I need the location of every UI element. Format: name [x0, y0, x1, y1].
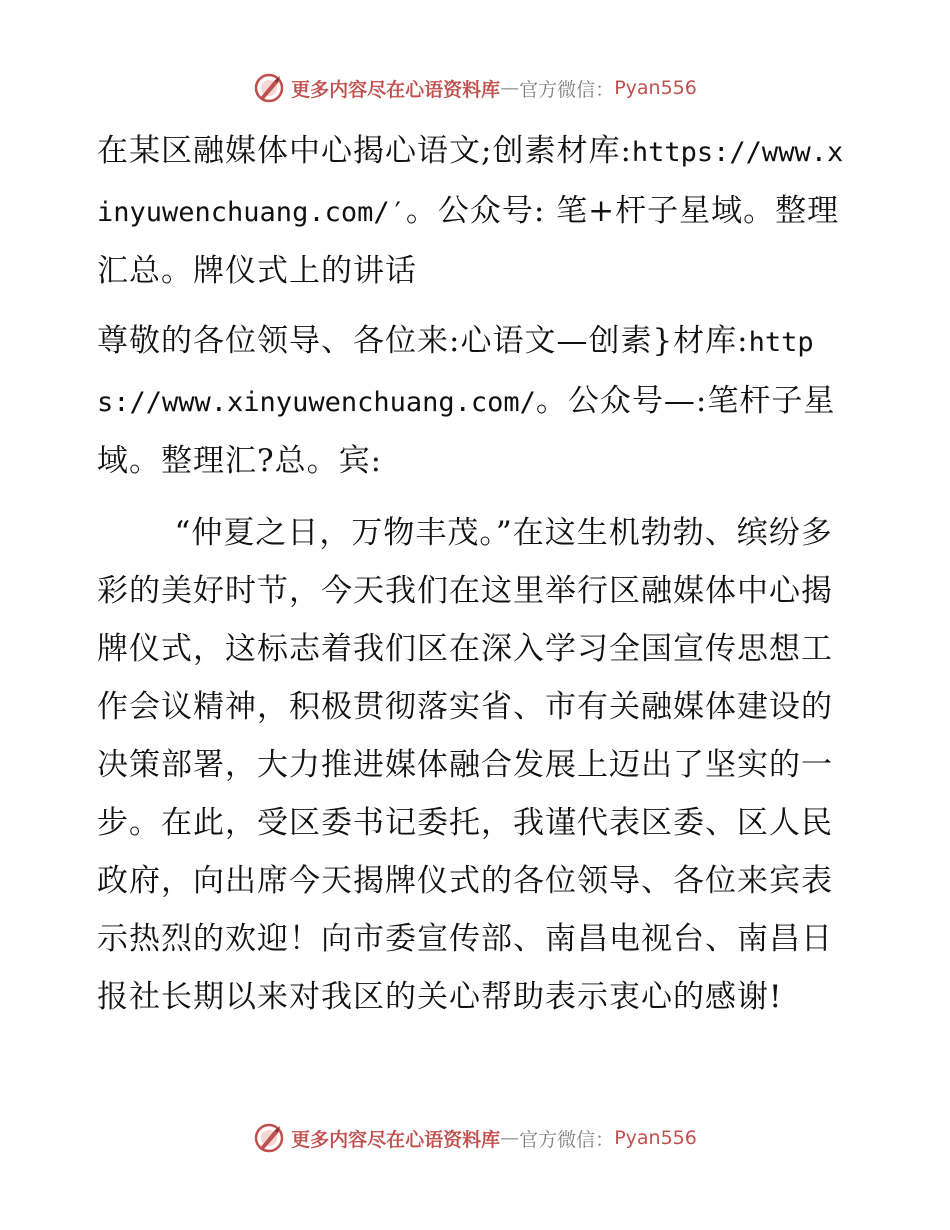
site-url-link-2[interactable]: https://www.xinyuwenchuang.com/: [97, 327, 814, 418]
footer-banner: [0, 1122, 950, 1154]
banner-separator: —: [500, 77, 520, 99]
paragraph-title-end: 。公众号: 笔+杆子星域。整理汇总。牌仪式上的讲话: [97, 193, 840, 289]
header-banner-text: [291, 75, 697, 102]
paragraph-salutation-start: 尊敬的各位领导、各位来:心语文—创素}材库:: [97, 323, 749, 359]
paragraph-salutation-end: 。公众号—:笔杆子星域。整理汇?总。宾:: [97, 383, 836, 479]
paragraph-speech-body: “仲夏之日，万物丰茂。”在这生机勃勃、缤纷多彩的美好时节，今天我们在这里举行区融媒体中心揭牌仪式，这标志着我们区在深入学习全国宣传思想工作会议精神，积极贯彻落实省、市有关融媒体建设的决策部署，大力推进媒体融合发展上迈出了坚实的一步。在此，受区委书记委托，我谨代表区委、区人民政府，向出席今天揭牌仪式的各位领导、各位来宾表示热烈的欢迎！向市委宣传部、南昌电视台、南昌日报社长期以来对我区的关心帮助表示衷心的感谢!: [97, 515, 833, 1015]
document-body: [97, 122, 857, 1026]
paragraph-title: [97, 122, 857, 300]
footer-banner-separator: —: [500, 1127, 520, 1149]
paragraph-title-start: 在某区融媒体中心揭心语文;创素材库:: [97, 133, 632, 169]
footer-banner-text: [291, 1125, 697, 1152]
quill-pen-seal-icon: [253, 72, 285, 104]
quill-pen-seal-icon: [253, 1122, 285, 1154]
paragraph-salutation: [97, 312, 857, 490]
footer-banner-channel: 官方微信：: [519, 1128, 615, 1151]
footer-banner-brand: 更多内容尽在心语资料库: [291, 1128, 501, 1151]
banner-handle: Pyan556: [614, 77, 697, 99]
site-url-link[interactable]: https://www.xinyuwenchuang.com/′: [97, 137, 844, 228]
header-banner: [0, 72, 950, 104]
banner-brand: 更多内容尽在心语资料库: [291, 78, 501, 101]
footer-banner-handle: Pyan556: [614, 1127, 697, 1149]
banner-channel: 官方微信：: [519, 78, 615, 101]
